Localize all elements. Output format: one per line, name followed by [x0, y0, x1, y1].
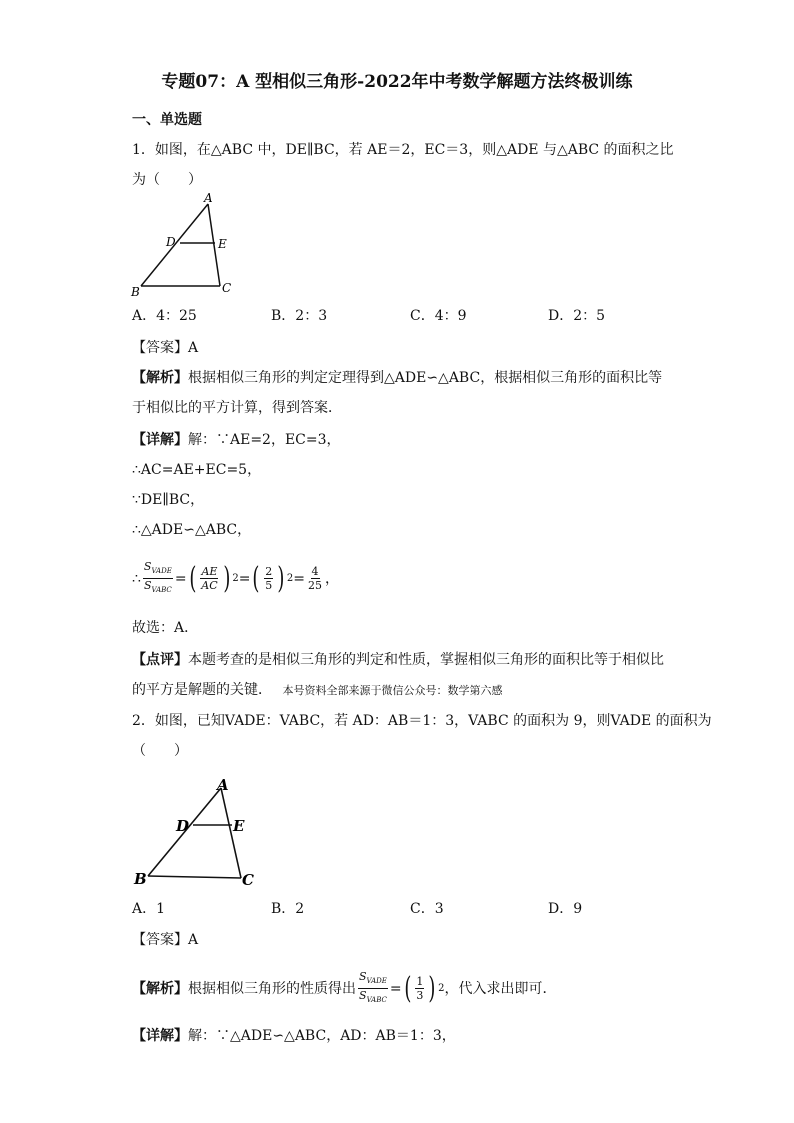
- q2-label-c: C: [242, 871, 254, 889]
- q1-option-a: A．4：25: [132, 308, 197, 324]
- q1-comment-line1: 【点评】本题考查的是相似三角形的判定和性质，掌握相似三角形的面积比等于相似比: [132, 652, 664, 668]
- q2-figure: [128, 772, 268, 894]
- q1-frac-area: $\frac{S_{VADE}}{S_{VABC}}$: [143, 560, 172, 595]
- q2-label-d: D: [176, 817, 190, 835]
- q2-option-b: B．2: [271, 901, 305, 917]
- q1-comment-line2: 的平方是解题的关键． 本号资料全部来源于微信公众号：数学第六感: [132, 682, 503, 698]
- q1-frac-result: $\frac{4}{25}$: [308, 565, 323, 593]
- q2-detail-line1: 【详解】解：∵△ADE∽△ABC，AD：AB＝1：3，: [132, 1028, 456, 1044]
- q2-frac-ratio: $\frac{1}{3}$: [416, 975, 424, 1003]
- q1-analysis-line1: [132, 368, 662, 388]
- q1-frac-values: $\frac{2}{5}$: [265, 565, 273, 593]
- q1-detail-text1: 解：∵AE=2，EC=3，: [188, 432, 341, 448]
- q1-detail-tag: 【详解】: [132, 432, 188, 448]
- q1-analysis-tag: 【解析】: [132, 370, 188, 386]
- q1-figure: [128, 192, 243, 300]
- q1-stem-line1: 1．如图，在△ABC 中，DE∥BC，若 AE＝2，EC＝3，则△ADE 与△ABC 的面积之比: [132, 142, 674, 158]
- q2-option-a: A．1: [132, 901, 166, 917]
- q1-label-e: E: [218, 237, 227, 251]
- q1-choose: 故选：A．: [132, 620, 199, 636]
- q1-answer: 【答案】A: [132, 340, 199, 356]
- q2-label-e: E: [233, 817, 245, 835]
- q1-comment-note: 本号资料全部来源于微信公众号：数学第六感: [282, 684, 503, 697]
- q1-detail-line4: ∴△ADE∽△ABC，: [132, 522, 252, 538]
- q1-comment-tag: 【点评】: [132, 652, 188, 668]
- q1-label-a: A: [204, 192, 213, 205]
- q1-label-d: D: [166, 235, 176, 249]
- q2-analysis-line: 【解析】 根据相似三角形的性质得出 $\frac{S_{VADE}}{S_{VABC}}$ = ( $\frac{1}{3}$ ) 2 ，代入求出即可．: [132, 970, 557, 1006]
- q1-area-ratio-formula: ∴ $\frac{S_{VADE}}{S_{VABC}}$ = ( $\frac{AE}{AC}$ ) 2 = ( $\frac{2}{5}$ ) 2 = $\frac{4}{25}$ ，: [132, 560, 340, 596]
- q1-analysis-text1: 根据相似三角形的判定定理得到△ADE∽△ABC，根据相似三角形的面积比等: [188, 370, 663, 386]
- q2-stem-line1: 2．如图，已知VADE：VABC，若 AD：AB＝1：3，VABC 的面积为 9，则VADE 的面积为: [132, 713, 712, 729]
- section-heading: 一、单选题: [132, 112, 202, 128]
- q2-frac-area: $\frac{S_{VADE}}{S_{VABC}}$: [359, 970, 387, 1005]
- q1-option-d: D．2：5: [548, 308, 606, 324]
- q2-option-d: D．9: [548, 901, 583, 917]
- q2-answer: 【答案】A: [132, 932, 199, 948]
- q1-option-b: B．2：3: [271, 308, 328, 324]
- q2-detail-tag: 【详解】: [132, 1028, 188, 1044]
- q2-analysis-tag: 【解析】: [132, 980, 188, 997]
- q1-detail-line3: ∵DE∥BC，: [132, 492, 205, 508]
- document-title: 专题07：A 型相似三角形-2022年中考数学解题方法终极训练: [161, 72, 633, 92]
- q1-detail-line1: [132, 430, 341, 450]
- q2-stem-line2: （ ）: [132, 743, 188, 759]
- q2-option-c: C．3: [410, 901, 444, 917]
- q1-option-c: C．4：9: [410, 308, 467, 324]
- q1-label-b: B: [131, 285, 140, 299]
- q2-side-bc: [148, 876, 241, 878]
- q2-label-b: B: [134, 870, 147, 888]
- q2-label-a: A: [217, 776, 229, 794]
- q1-detail-line2: ∴AC=AE+EC=5，: [132, 462, 262, 478]
- q1-analysis-line2: 于相似比的平方计算，得到答案．: [132, 400, 342, 416]
- q1-stem-line2: 为（ ）: [132, 172, 202, 188]
- q1-label-c: C: [222, 281, 232, 295]
- q1-frac-sides: $\frac{AE}{AC}$: [201, 565, 218, 593]
